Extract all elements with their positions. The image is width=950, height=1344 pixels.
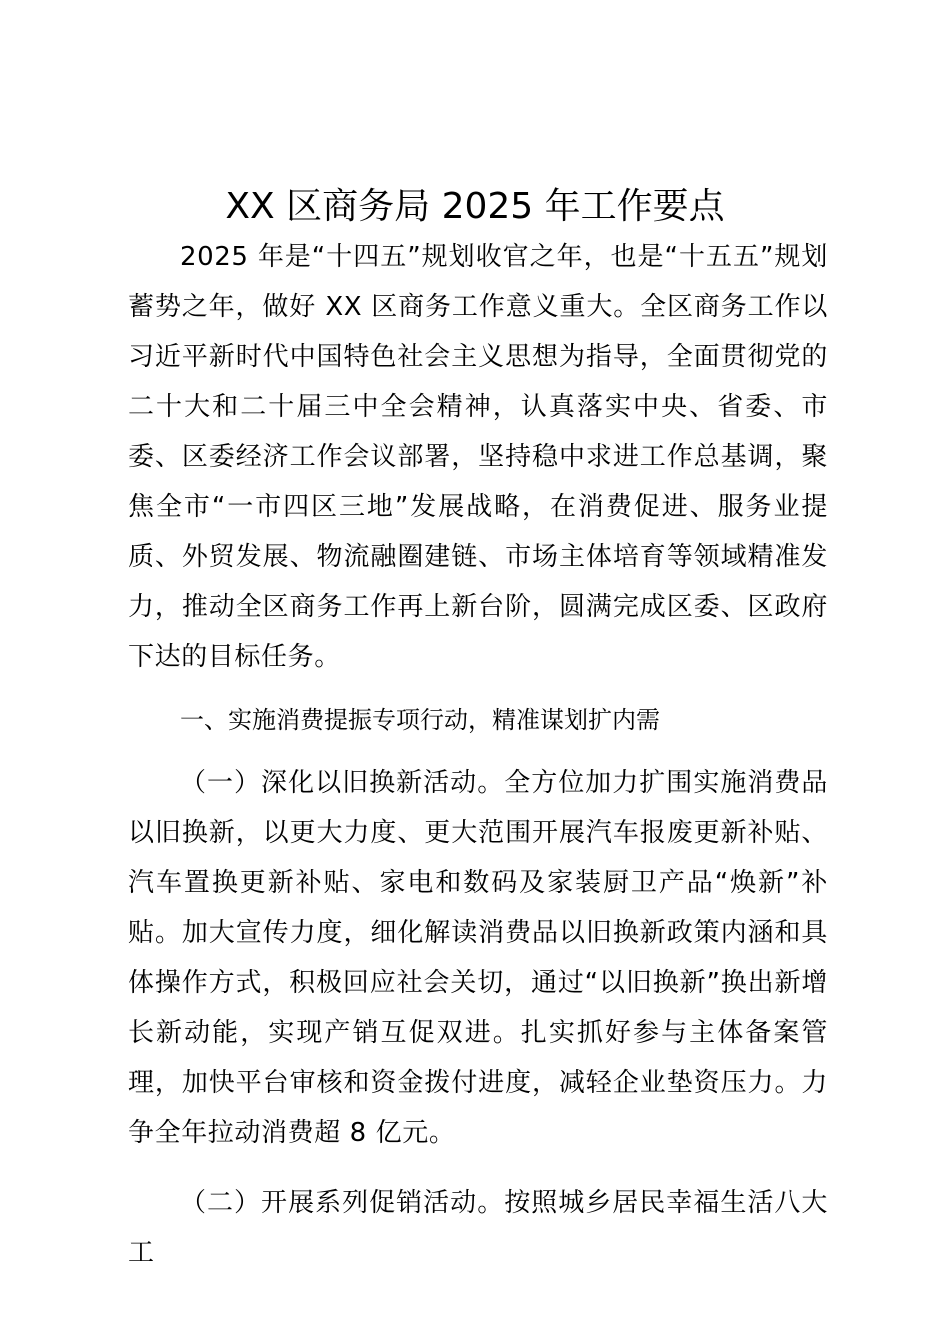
intro-paragraph: 2025 年是“十四五”规划收官之年，也是“十五五”规划蓄势之年，做好 XX 区商务工作意义重大。全区商务工作以习近平新时代中国特色社会主义思想为指导，全面贯彻党的二十大和二十届三中全会精神，认真落实中央、省委、市委、区委经济工作会议部署，坚持稳中求进工作总基调，聚焦全市“一市四区三地”发展战略，在消费促进、服务业提质、外贸发展、物流融圈建链、市场主体培育等领域精准发力，推动全区商务工作再上新台阶，圆满完成区委、区政府下达的目标任务。	[128, 242, 828, 672]
document-body	[128, 232, 828, 1298]
subsection-paragraph-2: （二）开展系列促销活动。按照城乡居民幸福生活八大工	[128, 1188, 828, 1268]
document-title: XX 区商务局 2025 年工作要点	[225, 186, 725, 227]
section-heading-1: 一、实施消费提振专项行动，精准谋划扩内需	[180, 706, 660, 734]
subsection-paragraph-1: （一）深化以旧换新活动。全方位加力扩围实施消费品以旧换新，以更大力度、更大范围开展汽车报废更新补贴、汽车置换更新补贴、家电和数码及家装厨卫产品“焕新”补贴。加大宣传力度，细化解读消费品以旧换新政策内涵和具体操作方式，积极回应社会关切，通过“以旧换新”换出新增长新动能，实现产销互促双进。扎实抓好参与主体备案管理，加快平台审核和资金拨付进度，减轻企业垫资压力。力争全年拉动消费超 8 亿元。	[128, 768, 828, 1148]
